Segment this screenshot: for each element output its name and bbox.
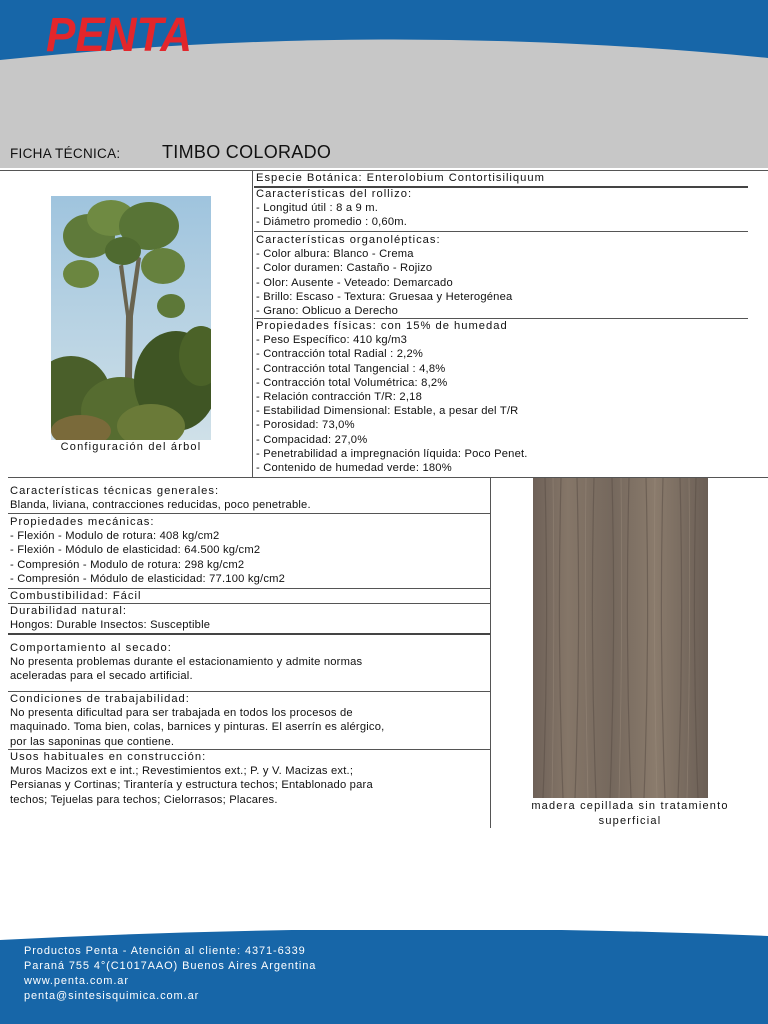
fisicas-line: - Contracción total Radial : 2,2% bbox=[256, 348, 424, 361]
trabajabilidad-title: Condiciones de trabajabilidad: bbox=[10, 693, 190, 705]
secado-section bbox=[10, 641, 362, 684]
trabajabilidad-line: No presenta dificultad para ser trabajada en todos los procesos de bbox=[10, 707, 353, 720]
durabilidad-section bbox=[10, 604, 210, 632]
especie-botanica bbox=[256, 171, 545, 185]
organolepticas-line: - Color duramen: Castaño - Rojizo bbox=[256, 262, 433, 275]
divider bbox=[252, 170, 253, 477]
fisicas-line: - Porosidad: 73,0% bbox=[256, 419, 355, 432]
mecanicas-title: Propiedades mecánicas: bbox=[10, 516, 155, 528]
trabajabilidad-section bbox=[10, 692, 384, 749]
combustibilidad-text: Combustibilidad: Fácil bbox=[10, 590, 142, 602]
rollizo-line: - Diámetro promedio : 0,60m. bbox=[256, 216, 408, 229]
mecanicas-line: - Flexión - Módulo de elasticidad: 64.500 kg/cm2 bbox=[10, 544, 261, 557]
divider bbox=[8, 633, 490, 635]
penta-logo bbox=[44, 7, 196, 57]
usos-line: Muros Macizos ext e int.; Revestimientos ext.; P. y V. Macizas ext.; bbox=[10, 765, 354, 778]
generales-line: Blanda, liviana, contracciones reducidas, poco penetrable. bbox=[10, 499, 311, 512]
wood-caption-line: superficial bbox=[598, 815, 662, 827]
fisicas-line: - Estabilidad Dimensional: Estable, a pesar del T/R bbox=[256, 405, 519, 418]
fisicas-line: - Penetrabilidad a impregnación líquida: Poco Penet. bbox=[256, 447, 528, 460]
durabilidad-title: Durabilidad natural: bbox=[10, 605, 128, 617]
organolepticas-line: - Color albura: Blanco - Crema bbox=[256, 248, 414, 261]
generales-section bbox=[10, 484, 311, 512]
trabajabilidad-line: por las saponinas que contiene. bbox=[10, 735, 175, 748]
fisicas-line: - Contracción total Tangencial : 4,8% bbox=[256, 362, 446, 375]
fisicas-line: - Contenido de humedad verde: 180% bbox=[256, 462, 452, 475]
generales-title: Características técnicas generales: bbox=[10, 485, 220, 497]
footer-address: Paraná 755 4°(C1017AAO) Buenos Aires Argentina bbox=[24, 960, 317, 972]
footer-customer-service: Productos Penta - Atención al cliente: 4371-6339 bbox=[24, 945, 306, 957]
wood-sample-photo bbox=[533, 478, 708, 798]
organolepticas-line: - Olor: Ausente - Veteado: Demarcado bbox=[256, 276, 453, 289]
mecanicas-line: - Compresión - Modulo de rotura: 298 kg/cm2 bbox=[10, 558, 245, 571]
fisicas-line: - Relación contracción T/R: 2,18 bbox=[256, 391, 423, 404]
usos-line: techos; Tejuelas para techos; Cielorrasos; Placares. bbox=[10, 793, 278, 806]
usos-line: Persianas y Cortinas; Tirantería y estructura techos; Entablonado para bbox=[10, 779, 373, 792]
footer-contact bbox=[24, 944, 316, 1004]
rollizo-line: - Longitud útil : 8 a 9 m. bbox=[256, 202, 379, 215]
wood-caption-line: madera cepillada sin tratamiento bbox=[531, 800, 729, 812]
divider bbox=[8, 513, 490, 514]
tree-caption: Configuración del árbol bbox=[60, 441, 202, 453]
fisicas-line: - Peso Específico: 410 kg/m3 bbox=[256, 334, 408, 347]
tree-photo bbox=[51, 196, 211, 440]
fisicas-line: - Contracción total Volumétrica: 8,2% bbox=[256, 376, 448, 389]
fisicas-section bbox=[256, 319, 528, 475]
usos-section bbox=[10, 750, 373, 807]
fisicas-line: - Compacidad: 27,0% bbox=[256, 433, 368, 446]
divider bbox=[490, 478, 491, 828]
secado-title: Comportamiento al secado: bbox=[10, 642, 172, 654]
wood-caption bbox=[496, 799, 764, 829]
logo-text: PENTA bbox=[46, 9, 192, 57]
footer-email-link[interactable]: penta@sintesisquimica.com.ar bbox=[24, 990, 200, 1002]
organolepticas-line: - Brillo: Escaso - Textura: Gruesaa y Heterogénea bbox=[256, 290, 513, 303]
organolepticas-line: - Grano: Oblicuo a Derecho bbox=[256, 305, 399, 318]
organolepticas-section bbox=[256, 233, 512, 318]
divider bbox=[254, 231, 748, 232]
especie-text: Especie Botánica: Enterolobium Contortisiliquum bbox=[256, 172, 545, 184]
footer-website-link[interactable]: www.penta.com.ar bbox=[24, 975, 129, 987]
secado-line: aceleradas para el secado artificial. bbox=[10, 670, 193, 683]
rollizo-section bbox=[256, 187, 412, 230]
trabajabilidad-line: maquinado. Toma bien, colas, barnices y pinturas. El aserrín es alérgico, bbox=[10, 721, 385, 734]
ficha-label: FICHA TÉCNICA: bbox=[10, 146, 121, 161]
mecanicas-line: - Flexión - Modulo de rotura: 408 kg/cm2 bbox=[10, 530, 220, 543]
page-title: TIMBO COLORADO bbox=[162, 142, 332, 162]
usos-title: Usos habituales en construcción: bbox=[10, 751, 207, 763]
durabilidad-line: Hongos: Durable Insectos: Susceptible bbox=[10, 619, 211, 632]
fisicas-title: Propiedades físicas: con 15% de humedad bbox=[256, 320, 508, 332]
secado-line: No presenta problemas durante el estacionamiento y admite normas bbox=[10, 656, 363, 669]
mecanicas-section bbox=[10, 515, 285, 586]
organolepticas-title: Características organolépticas: bbox=[256, 234, 441, 246]
rollizo-title: Características del rollizo: bbox=[256, 188, 413, 200]
mecanicas-line: - Compresión - Módulo de elasticidad: 77.100 kg/cm2 bbox=[10, 572, 286, 585]
combustibilidad-section bbox=[10, 589, 141, 603]
